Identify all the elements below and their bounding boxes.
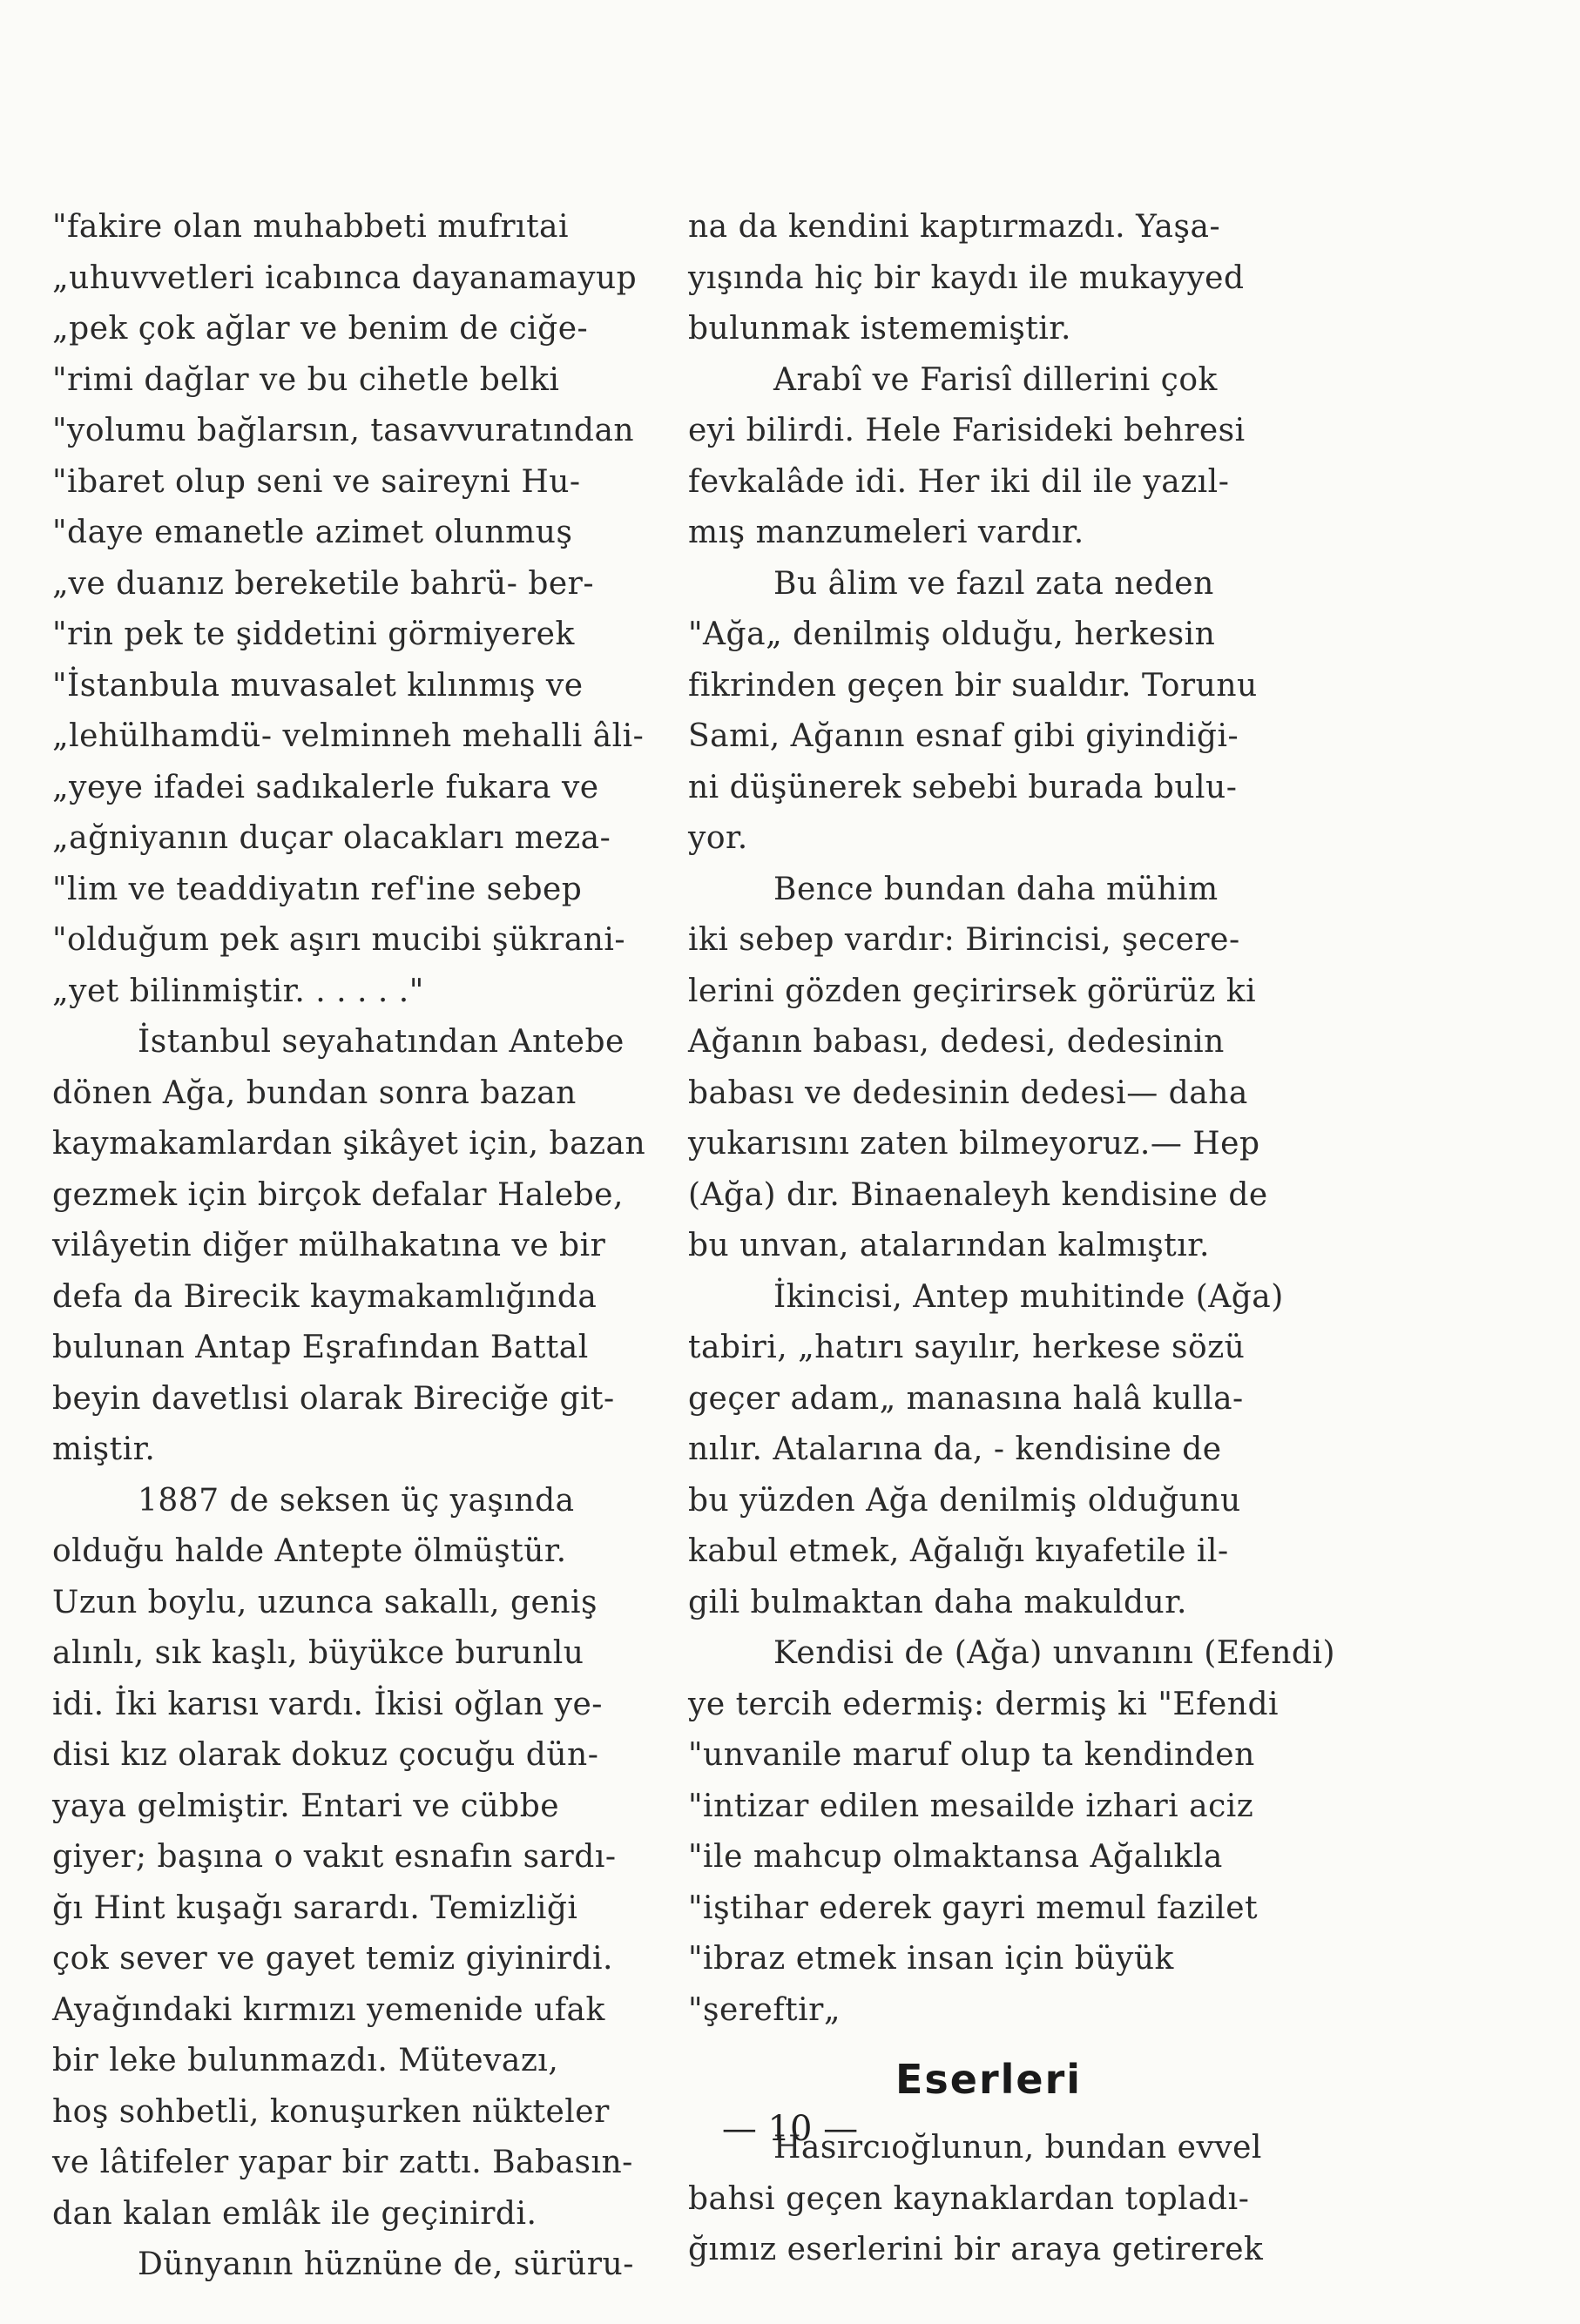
text-line: ve lâtifeler yapar bir zattı. Babasın- [52,2145,633,2180]
text-line: "yolumu bağlarsın, tasavvuratından [52,413,635,448]
text-line: alınlı, sık kaşlı, büyükce burunlu [52,1635,584,1671]
paragraph-start-line: Arabî ve Farisî dillerini çok [773,361,1218,398]
text-line: „yeye ifadei sadıkalerle fukara ve [52,769,599,805]
text-line: "fakire olan muhabbeti mufrıtai [52,209,570,245]
text-line: nılır. Atalarına da, - kendisine de [688,1431,1222,1467]
text-line: "ibaret olup seni ve saireyni Hu- [52,463,581,500]
text-line: defa da Birecik kaymakamlığında [52,1278,598,1315]
paragraph-start-line: 1887 de seksen üç yaşında [138,1482,575,1519]
text-line: disi kız olarak dokuz çocuğu dün- [52,1737,599,1773]
text-line: giyer; başına o vakıt esnafın sardı- [52,1839,617,1875]
text-line: "daye emanetle azimet olunmuş [52,515,573,550]
paragraph-start-line: İkincisi, Antep muhitinde (Ağa) [773,1278,1284,1315]
text-line: Uzun boylu, uzunca sakallı, geniş [52,1584,598,1620]
section-heading: Eserleri [895,2056,1083,2103]
paragraph-start-line: Kendisi de (Ağa) unvanını (Efendi) [773,1635,1335,1671]
text-line: "şereftir„ [688,1991,841,2028]
text-line: idi. İki karısı vardı. İkisi oğlan ye- [52,1686,603,1722]
text-line: Ağanın babası, dedesi, dedesinin [688,1024,1225,1060]
text-line: "iştihar ederek gayri memul fazilet [688,1890,1259,1926]
text-line: „ve duanız bereketile bahrü- ber- [52,565,595,602]
text-line: Ayağındaki kırmızı yemenide ufak [52,1991,605,2028]
text-line: olduğu halde Antepte ölmüştür. [52,1533,567,1569]
text-line: bulunmak istememiştir. [688,311,1071,347]
text-line: "olduğum pek aşırı mucibi şükrani- [52,922,626,958]
text-line: Sami, Ağanın esnaf gibi giyindiği- [688,718,1239,754]
paragraph-start-line: Hasırcıoğlunun, bundan evvel [773,2130,1262,2166]
text-line: miştir. [52,1431,156,1467]
text-line: "lim ve teaddiyatın ref'ine sebep [52,871,583,907]
text-line: ğımız eserlerini bir araya getirerek [688,2232,1264,2267]
text-line: (Ağa) dır. Binaenaleyh kendisine de [688,1176,1268,1213]
text-line: yışında hiç bir kaydı ile mukayyed [688,259,1245,296]
text-line: "rimi dağlar ve bu cihetle belki [52,361,560,398]
text-line: iki sebep vardır: Birincisi, şecere- [688,922,1240,958]
text-line: "İstanbula muvasalet kılınmış ve [52,667,584,704]
text-line: hoş sohbetli, konuşurken nükteler [52,2093,610,2130]
text-line: fikrinden geçen bir sualdır. Torunu [688,667,1258,704]
text-line: ni düşünerek sebebi burada bulu- [688,769,1238,805]
text-line: kaymakamlardan şikâyet için, bazan [52,1126,646,1162]
text-line: vilâyetin diğer mülhakatına ve bir [52,1228,606,1263]
text-line: „lehülhamdü- velminneh mehalli âli- [52,718,645,754]
text-line: yukarısını zaten bilmeyoruz.— Hep [688,1126,1260,1162]
text-line: babası ve dedesinin dedesi— daha [688,1074,1248,1111]
text-line: gezmek için birçok defalar Halebe, [52,1176,624,1213]
text-line: "ibraz etmek insan için büyük [688,1941,1174,1977]
text-line: mış manzumeleri vardır. [688,515,1084,550]
text-line: fevkalâde idi. Her iki dil ile yazıl- [688,463,1230,500]
right-column [688,202,1335,2276]
text-line: kabul etmek, Ağalığı kıyafetile il- [688,1533,1229,1569]
text-line: geçer adam„ manasına halâ kulla- [688,1380,1244,1417]
text-line: bu unvan, atalarından kalmıştır. [688,1228,1210,1263]
text-line: ye tercih edermiş: dermiş ki "Efendi [688,1686,1280,1722]
text-line: „yet bilinmiştir. . . . . ." [52,973,424,1009]
text-line: dan kalan emlâk ile geçinirdi. [52,2195,537,2232]
text-line: eyi bilirdi. Hele Farisideki behresi [688,413,1246,448]
text-line: "Ağa„ denilmiş olduğu, herkesin [688,616,1216,652]
text-line: lerini gözden geçirirsek görürüz ki [688,973,1257,1009]
text-line: tabiri, „hatırı sayılır, herkese sözü [688,1330,1246,1365]
text-line: "rin pek te şiddetini görmiyerek [52,616,575,652]
text-line: yaya gelmiştir. Entari ve cübbe [52,1788,560,1824]
text-line: bahsi geçen kaynaklardan topladı- [688,2180,1250,2217]
text-line: „ağniyanın duçar olacakları meza- [52,820,611,856]
text-line: „pek çok ağlar ve benim de ciğe- [52,311,589,347]
paragraph-start-line: Bence bundan daha mühim [773,871,1219,907]
page-number: — 10 — [721,2109,859,2149]
text-line: beyin davetlısi olarak Bireciğe git- [52,1380,615,1417]
paragraph-start-line: Dünyanın hüznüne de, sürüru- [138,2247,634,2282]
text-line: bu yüzden Ağa denilmiş olduğunu [688,1482,1241,1519]
paragraph-start-line: Bu âlim ve fazıl zata neden [773,565,1214,602]
text-line: „uhuvvetleri icabınca dayanamayup [52,259,638,296]
text-line: çok sever ve gayet temiz giyinirdi. [52,1941,613,1977]
text-line: gili bulmaktan daha makuldur. [688,1584,1187,1620]
left-column [52,202,653,2291]
text-line: na da kendini kaptırmazdı. Yaşa- [688,209,1221,245]
text-line: "unvanile maruf olup ta kendinden [688,1737,1255,1773]
text-line: yor. [688,820,748,856]
text-line: bulunan Antap Eşrafından Battal [52,1330,589,1365]
text-line: ğı Hint kuşağı sarardı. Temizliği [52,1890,578,1926]
paragraph-start-line: İstanbul seyahatından Antebe [138,1024,625,1060]
text-line: "ile mahcup olmaktansa Ağalıkla [688,1839,1223,1875]
text-line: "intizar edilen mesailde izhari aciz [688,1788,1254,1824]
text-line: dönen Ağa, bundan sonra bazan [52,1074,577,1111]
text-line: bir leke bulunmazdı. Mütevazı, [52,2043,559,2078]
